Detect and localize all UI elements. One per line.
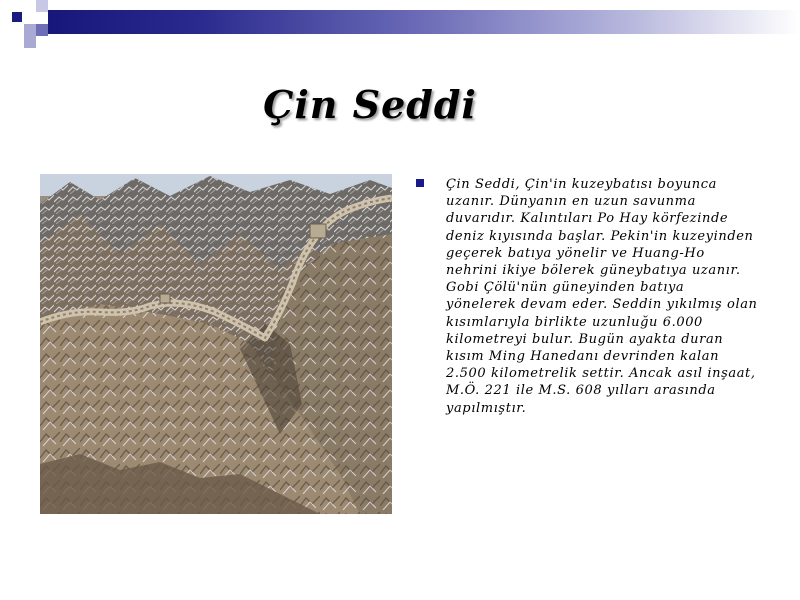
- decor-square: [12, 12, 22, 22]
- body-paragraph: Çin Seddi, Çin'in kuzeybatısı boyunca uzanır. Dünyanın en uzun savunma duvarıdır. Kalıntıları Po Hay körfezinde deniz kıyısında başlar. Pekin'in kuzeyinden geçerek batıya yönelir ve Huang-Ho nehrini ikiye bölerek güneybatıya uzanır. Gobi Çölü'nün güneyinden batıya yönelerek devam eder. Seddin yıkılmış olan kısımlarıyla birlikte uzunluğu 6.000 kilometreyi bulur. Bugün ayakta duran kısım Ming Hanedanı devrinden kalan 2.500 kilometrelik settir. Ancak asıl inşaat, M.Ö. 221 ile M.S. 608 yılları arasında yapılmıştır.: [446, 177, 758, 416]
- decor-square: [24, 24, 36, 36]
- header-gradient-bar: [48, 10, 800, 34]
- slide-title: Çin Seddi: [263, 82, 477, 127]
- square-bullet-icon: [416, 179, 424, 187]
- decor-square: [36, 0, 48, 12]
- great-wall-photo: [40, 174, 392, 514]
- decor-square: [36, 12, 48, 24]
- decor-square: [24, 36, 36, 48]
- decor-square: [36, 24, 48, 36]
